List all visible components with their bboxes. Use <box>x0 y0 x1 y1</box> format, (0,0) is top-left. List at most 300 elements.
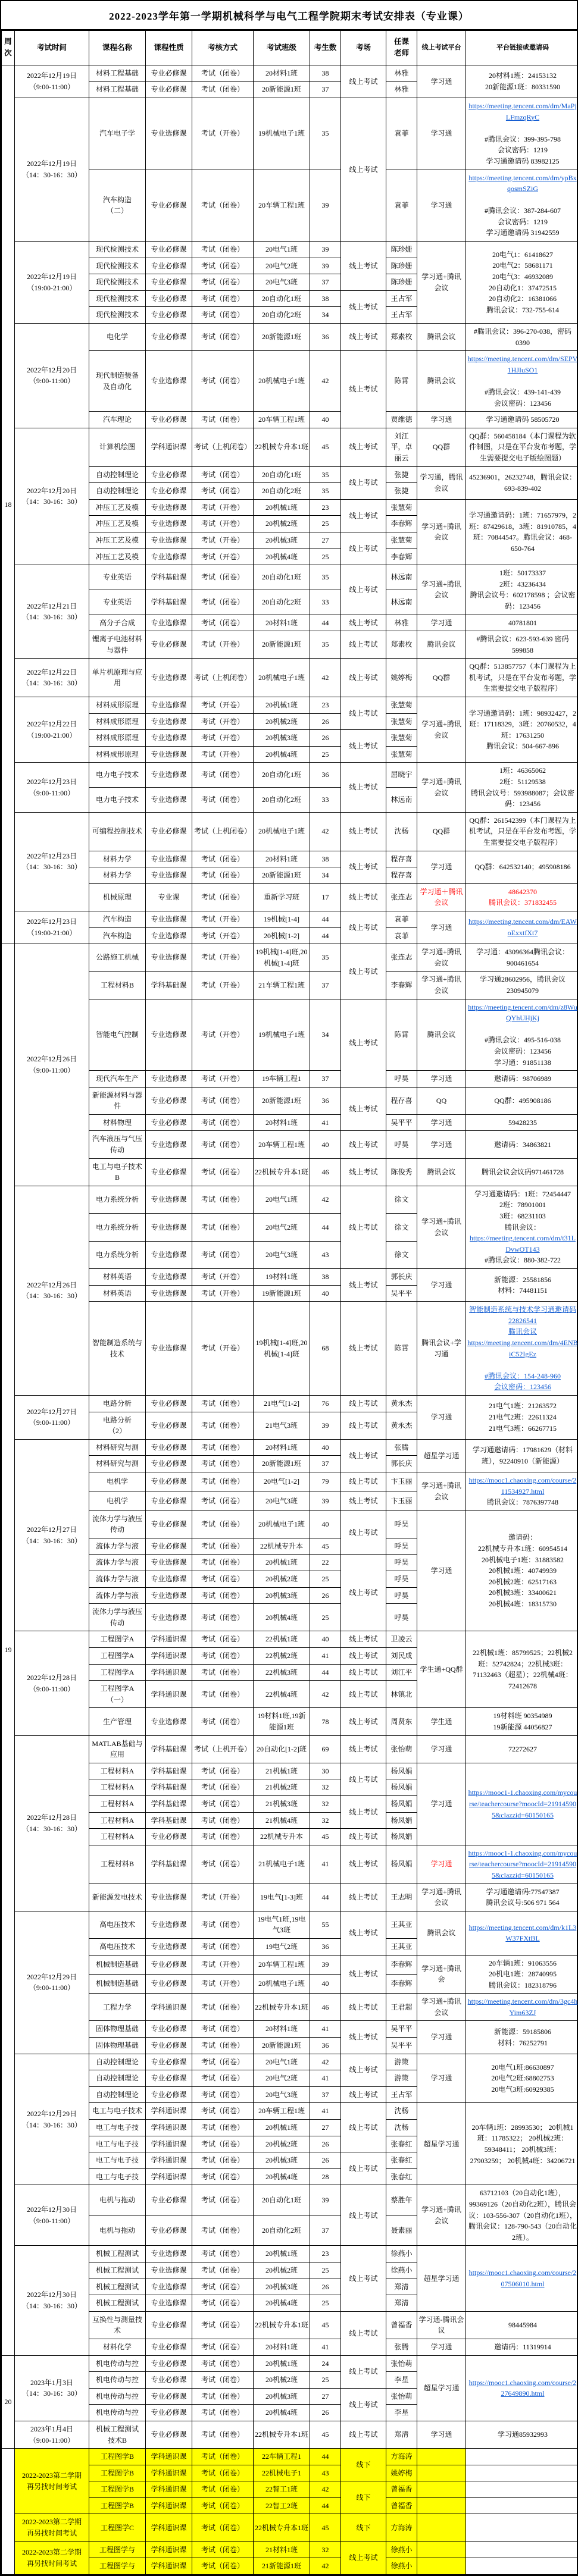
cell-exam-class: 20电气3班 <box>254 2086 310 2103</box>
cell-exam-room: 线上考试 <box>341 1631 386 1648</box>
cell-course-name: 流体力学与液压传动 <box>89 1604 146 1631</box>
cell-teacher: 张慧菊 <box>386 499 417 516</box>
cell-exam-method: 考试（闭卷） <box>192 1087 254 1114</box>
cell-exam-class: 20自动化2班 <box>254 590 310 615</box>
cell-teacher: 陈俊秀 <box>386 1158 417 1186</box>
cell-platform <box>417 2481 466 2498</box>
cell-course-type: 学科通识课 <box>146 2541 192 2558</box>
link-url[interactable]: https://meeting.tencent.com/dm/MaPjLFmzqRyC <box>468 102 576 121</box>
cell-course-type: 专业选修课 <box>146 2279 192 2295</box>
cell-exam-method: 考试（闭卷） <box>192 1664 254 1681</box>
cell-platform: 学习通+腾讯会议 <box>417 972 466 999</box>
cell-exam-method: 考试（闭卷） <box>192 1681 254 1708</box>
link-url[interactable]: https://meeting.tencent.com/dm/4ENBiC52IgEz <box>467 1339 577 1358</box>
cell-teacher: 郭长庆 <box>386 1456 417 1472</box>
cell-course-type: 专业选修课 <box>146 1555 192 1571</box>
cell-teacher: 吴平平 <box>386 2038 417 2054</box>
cell-exam-method: 考试（闭卷） <box>192 2021 254 2038</box>
cell-exam-class: 20机械电子1班 <box>254 1510 310 1538</box>
cell-teacher: 贾维德 <box>386 412 417 428</box>
cell-exam-method: 考试（闭卷） <box>192 1631 254 1648</box>
cell-exam-method: 考试（闭卷） <box>192 1538 254 1555</box>
cell-exam-method: 考试（开卷） <box>192 532 254 549</box>
cell-exam-class: 20机械3班 <box>254 2388 310 2405</box>
cell-course-type: 专业必修课 <box>146 1955 192 1974</box>
cell-exam-class: 20机械1班 <box>254 499 310 516</box>
cell-student-count: 36 <box>310 763 341 788</box>
cell-student-count: 33 <box>310 590 341 615</box>
cell-platform-link: 19材料班 90354989 19新能源 44056827 <box>466 1708 578 1735</box>
cell-platform-link: 20材料1班：24153132 20新能源1班：80331590 <box>466 65 578 98</box>
cell-exam-time: 2022年12月28日 （14：30-16：30） <box>15 1735 89 1911</box>
cell-course-type: 专业选修课 <box>146 1241 192 1268</box>
cell-exam-method: 考试（闭卷） <box>192 2497 254 2514</box>
cell-platform <box>417 2514 466 2541</box>
cell-teacher: 袁菲 <box>386 98 417 170</box>
cell-course-name: 现代检测技术 <box>89 274 146 291</box>
cell-course-type: 专业选修课 <box>146 615 192 631</box>
cell-course-type: 专业必修课 <box>146 258 192 274</box>
cell-teacher: 陈霄 <box>386 1302 417 1396</box>
cell-course-type: 专业必修课 <box>146 631 192 659</box>
cell-exam-class: 20新能源1班 <box>254 631 310 659</box>
cell-platform-link <box>466 2541 578 2558</box>
table-row <box>2 65 578 82</box>
cell-course-name: 新能源材料与器件 <box>89 1087 146 1114</box>
cell-exam-method: 考试（闭卷） <box>192 483 254 500</box>
cell-course-name: 汽车构造 （二） <box>89 170 146 242</box>
cell-exam-method: 考试（闭卷） <box>192 1829 254 1845</box>
cell-teacher: 周贤东 <box>386 1708 417 1735</box>
cell-teacher: 张捷 <box>386 466 417 483</box>
cell-teacher: 张慧菊 <box>386 697 417 714</box>
cell-course-type: 专业必修课 <box>146 2021 192 2038</box>
cell-student-count: 37 <box>310 1456 341 1472</box>
cell-platform: 腾讯会议 <box>417 1158 466 1186</box>
cell-course-name: 材料英语 <box>89 1285 146 1302</box>
table-row <box>2 697 578 714</box>
cell-teacher: 李春辉 <box>386 972 417 999</box>
cell-student-count: 41 <box>310 1845 341 1884</box>
cell-student-count: 25 <box>310 2262 341 2279</box>
cell-exam-method: 考试（闭卷） <box>192 2279 254 2295</box>
cell-course-name: 现代制造装备 及自动化 <box>89 351 146 412</box>
cell-platform-link: 学习通邀请码：17981629（材料班），92240910（新能源） <box>466 1439 578 1472</box>
cell-platform-link: 学习通邀请码：1班：98932427，2班：17118329，3班：20760532，4班：17631250 腾讯会议：504-667-896 <box>466 697 578 763</box>
table-row <box>2 2246 578 2262</box>
cell-course-name: 电机与拖动 <box>89 2185 146 2215</box>
cell-course-name: 汽车构造 <box>89 911 146 927</box>
cell-course-name: 材料研究与测 <box>89 1439 146 1456</box>
cell-exam-room: 线上考试 <box>341 242 386 291</box>
cell-platform: 学习通 <box>417 2021 466 2054</box>
cell-student-count: 23 <box>310 499 341 516</box>
cell-student-count: 36 <box>310 324 341 351</box>
cell-exam-method: 考试（闭卷） <box>192 242 254 258</box>
cell-platform: 学习通 <box>417 1071 466 1088</box>
cell-student-count: 34 <box>310 307 341 324</box>
cell-exam-time: 2022年12月27日 （14：30-16：30） <box>15 1439 89 1631</box>
cell-exam-class: 19机械[1-4]班,20机械[1-4]班 <box>254 1302 310 1396</box>
cell-course-type: 专业必修课 <box>146 65 192 82</box>
cell-platform-link <box>466 1845 578 1884</box>
cell-exam-method: 考试（闭卷） <box>192 2054 254 2070</box>
cell-exam-room: 线上考试 <box>341 697 386 730</box>
cell-student-count: 39 <box>310 242 341 258</box>
cell-platform <box>417 2558 466 2575</box>
cell-course-name: 流体力学与液 <box>89 1571 146 1588</box>
cell-course-name: 机械工程测试 <box>89 2295 146 2312</box>
cell-student-count: 26 <box>310 2279 341 2295</box>
cell-course-name: 工程图学B <box>89 2465 146 2481</box>
cell-exam-class: 20新能源1班 <box>254 2038 310 2054</box>
cell-course-type: 学科基础课 <box>146 565 192 590</box>
cell-exam-class: 19机械[1-4] <box>254 911 310 927</box>
table-row <box>2 763 578 788</box>
cell-course-name: 工程材料A <box>89 1829 146 1845</box>
cell-course-name: 工程材料B <box>89 972 146 999</box>
cell-exam-class: 20自动化2班 <box>254 788 310 813</box>
cell-exam-room: 线上考试 <box>341 1911 386 1955</box>
cell-student-count: 45 <box>310 2421 341 2448</box>
cell-exam-class: 20电气[1-2] <box>254 1472 310 1491</box>
cell-exam-method: 考试（闭卷） <box>192 466 254 483</box>
cell-course-type: 专业选修课 <box>146 730 192 747</box>
cell-exam-room: 线上考试 <box>341 98 386 241</box>
cell-student-count: 41 <box>310 2070 341 2087</box>
cell-platform: 学习通+腾讯会议 <box>417 1994 466 2021</box>
cell-exam-room: 线上考试 <box>341 324 386 351</box>
cell-student-count: 25 <box>310 746 341 763</box>
cell-exam-class: 20机械2班 <box>254 2262 310 2279</box>
cell-teacher: 李春辉 <box>386 516 417 532</box>
cell-exam-method: 考试（上机开卷） <box>192 1735 254 1763</box>
cell-exam-time: 2022年12月19日 （14：30-16：30） <box>15 98 89 241</box>
cell-exam-method: 考试（闭卷） <box>192 565 254 590</box>
cell-exam-class: 20机械电子1班 <box>254 1974 310 1993</box>
cell-exam-room: 线下 <box>341 2449 386 2481</box>
cell-student-count: 42 <box>310 2558 341 2575</box>
cell-exam-room: 线上考试 <box>341 2541 386 2574</box>
cell-course-type: 专业必修课 <box>146 2311 192 2339</box>
link-url[interactable]: https://meeting.tencent.com/dm/ypBxqosmSZiG <box>468 174 576 193</box>
cell-platform <box>417 2465 466 2481</box>
cell-course-type: 学科通识课 <box>146 1681 192 1708</box>
col-header-course-name: 课程名称 <box>89 31 146 65</box>
cell-platform-link <box>466 2246 578 2311</box>
cell-course-type: 学科基础课 <box>146 1779 192 1796</box>
cell-exam-room: 线上考试 <box>341 1994 386 2021</box>
cell-week: 20 <box>2 2355 15 2449</box>
table-body <box>2 65 578 2574</box>
cell-student-count: 27 <box>310 532 341 549</box>
cell-exam-method: 考试（闭卷） <box>192 1812 254 1829</box>
cell-course-type: 专业必修课 <box>146 2086 192 2103</box>
table-row <box>2 1186 578 1213</box>
cell-exam-class: 20车辆工程1班 <box>254 412 310 428</box>
cell-teacher: 张捷 <box>386 483 417 500</box>
cell-teacher: 程存喜 <box>386 867 417 884</box>
cell-course-name: 机电传动与控 <box>89 2372 146 2389</box>
cell-teacher: 张慧菊 <box>386 713 417 730</box>
cell-exam-class: 20机械3班 <box>254 1587 310 1604</box>
cell-exam-time: 2022年12月22日 （14：30-16：30） <box>15 659 89 697</box>
cell-exam-method: 考试（闭卷） <box>192 1472 254 1491</box>
cell-platform: 学习通＋腾讯会议 <box>417 883 466 911</box>
cell-student-count: 44 <box>310 1884 341 1911</box>
cell-course-type: 专业选修课 <box>146 351 192 412</box>
link-url[interactable]: https://mooc1-1.chaoxing.com/mycourse/teachercourse?moocId=219145905&clazzid=60150165 <box>468 1849 577 1879</box>
table-row <box>2 911 578 927</box>
col-header-exam-time: 考试时间 <box>15 31 89 65</box>
cell-course-type: 专业选修课 <box>146 1911 192 1938</box>
cell-exam-room: 线上考试 <box>341 1302 386 1396</box>
cell-course-type: 专业选修课 <box>146 1186 192 1213</box>
cell-exam-method: 考试（闭卷） <box>192 2152 254 2169</box>
cell-teacher: 吴平平 <box>386 1285 417 1302</box>
cell-platform: 学习通 <box>417 1510 466 1631</box>
cell-teacher: 张连志 <box>386 944 417 972</box>
cell-platform-link: 邀请码：34863821 <box>466 1131 578 1158</box>
cell-exam-class: 20机械4班 <box>254 746 310 763</box>
cell-exam-room: 线上考试 <box>341 1829 386 1845</box>
cell-course-type: 学科通识课 <box>146 2465 192 2481</box>
cell-exam-method: 考试（闭卷） <box>192 2558 254 2575</box>
cell-course-type: 专业选修课 <box>146 659 192 697</box>
cell-exam-method: 考试（闭卷） <box>192 2185 254 2215</box>
cell-course-type: 专业必修课 <box>146 2388 192 2405</box>
cell-exam-method: 考试（上机闭卷） <box>192 428 254 466</box>
cell-exam-method: 考试（闭卷） <box>192 2120 254 2136</box>
table-row <box>2 659 578 697</box>
cell-exam-class: 20电气1班 <box>254 2054 310 2070</box>
cell-student-count: 44 <box>310 1214 341 1241</box>
cell-teacher: 林雅 <box>386 82 417 98</box>
cell-course-name: 自动控制理论 <box>89 2070 146 2087</box>
cell-platform-link <box>466 2481 578 2498</box>
cell-platform-link: 40781801 <box>466 615 578 631</box>
cell-exam-room: 线上考试 <box>341 1131 386 1158</box>
link-url[interactable]: https://meeting.tencent.com/dm/EAWoExxtfXt7 <box>468 917 577 937</box>
cell-platform: 学习通+腾讯会议 <box>417 565 466 615</box>
cell-platform-link <box>466 1763 578 1845</box>
cell-exam-class: 22车辆工程1 <box>254 2449 310 2465</box>
cell-platform-link: 学习通邀请码 58505720 <box>466 412 578 428</box>
cell-exam-method: 考试（闭卷） <box>192 2355 254 2372</box>
cell-teacher: 李星 <box>386 2405 417 2421</box>
cell-exam-method: 考试（闭卷） <box>192 1708 254 1735</box>
cell-student-count: 45 <box>310 1829 341 1845</box>
cell-exam-method: 考试（开卷） <box>192 1269 254 1286</box>
cell-exam-room: 线上考试 <box>341 1681 386 1708</box>
cell-exam-class: 19机械电子1班 <box>254 98 310 170</box>
table-row <box>2 944 578 972</box>
cell-teacher: 陈霄 <box>386 351 417 412</box>
cell-course-name: 材料英语 <box>89 1269 146 1286</box>
cell-teacher: 郑清 <box>386 2295 417 2312</box>
link-url[interactable]: https://mooc1.chaoxing.com/course/227649890.html <box>469 2378 577 2398</box>
cell-student-count: 39 <box>310 1491 341 1510</box>
link-url[interactable]: https://meeting.tencent.com/dm/SEPV1HJIuSO1 <box>468 355 578 374</box>
cell-platform-link: https://meeting.tencent.com/dm/z8WuQYhUHjKj #腾讯会议：495-516-038 会议密码：123456 学习通：91851138 <box>466 999 578 1071</box>
cell-course-type: 专业必修课 <box>146 483 192 500</box>
cell-exam-method: 考试（闭卷） <box>192 1604 254 1631</box>
cell-student-count: 39 <box>310 258 341 274</box>
cell-student-count: 25 <box>310 2372 341 2389</box>
cell-exam-room: 线上考试 <box>341 2388 386 2421</box>
table-row <box>2 1395 578 1412</box>
cell-platform-link <box>466 911 578 944</box>
cell-teacher: 徐燕小 <box>386 2262 417 2279</box>
cell-course-type: 学科通识课 <box>146 1631 192 1648</box>
link-url[interactable]: https://meeting.tencent.com/dm/k1L3W37FXtBL <box>469 1923 577 1943</box>
cell-platform-link: https://meeting.tencent.com/dm/ypBxqosmSZiG #腾讯会议：387-284-607 会议密码：1219 学习通邀请码 31942559 <box>466 170 578 242</box>
cell-exam-method: 考试（开卷） <box>192 713 254 730</box>
cell-student-count: 25 <box>310 516 341 532</box>
cell-student-count: 45 <box>310 428 341 466</box>
col-header-platform: 线上考试平台 <box>417 31 466 65</box>
cell-teacher: 张腾 <box>386 1439 417 1456</box>
cell-student-count: 35 <box>310 483 341 500</box>
cell-exam-room: 线上考试 <box>341 1735 386 1763</box>
link-url[interactable]: https://mooc1-1.chaoxing.com/mycourse/teachercourse?moocId=219145905&clazzid=60150165 <box>468 1788 577 1819</box>
cell-exam-class: 20材料1班 <box>254 2021 310 2038</box>
cell-exam-room: 线上考试 <box>341 1439 386 1472</box>
cell-teacher: 袁菲 <box>386 911 417 927</box>
cell-course-name: 流体力学与液 <box>89 1538 146 1555</box>
cell-platform: QQ群 <box>417 428 466 466</box>
cell-exam-method: 考试（闭卷） <box>192 1994 254 2021</box>
cell-course-type: 专业选修课 <box>146 788 192 813</box>
cell-exam-room: 线上考试 <box>341 1795 386 1828</box>
cell-exam-method: 考试（闭卷） <box>192 1938 254 1955</box>
cell-exam-method: 考试（开卷） <box>192 730 254 747</box>
cell-exam-class: 20自动化[1-2]班 <box>254 1735 310 1763</box>
cell-exam-room: 线上考试 <box>341 565 386 615</box>
cell-teacher: 王占军 <box>386 307 417 324</box>
cell-exam-class: 20新能源1班 <box>254 1456 310 1472</box>
cell-course-type: 专业必修课 <box>146 2215 192 2246</box>
cell-platform: 学习通 <box>417 2421 466 2448</box>
cell-teacher: 游策 <box>386 2070 417 2087</box>
cell-platform-link <box>466 2355 578 2421</box>
cell-teacher: 张春红 <box>386 2152 417 2169</box>
cell-teacher: 曾福香 <box>386 2497 417 2514</box>
cell-exam-method: 考试（闭卷） <box>192 2481 254 2498</box>
cell-course-type: 学科通识课 <box>146 2120 192 2136</box>
cell-exam-class: 20机械[1-2] <box>254 927 310 944</box>
cell-exam-time: 2023年1月4日 （9:00-11:00） <box>15 2421 89 2448</box>
cell-course-name: 现代检测技术 <box>89 290 146 307</box>
cell-course-type: 专业选修课 <box>146 2262 192 2279</box>
cell-platform: QQ群 <box>417 812 466 851</box>
cell-exam-room: 线上考试 <box>341 1395 386 1412</box>
cell-exam-time: 2022年12月19日 （19:00-21:00） <box>15 242 89 324</box>
cell-exam-method: 考试（闭卷） <box>192 1439 254 1456</box>
cell-exam-method: 考试（开卷） <box>192 1071 254 1088</box>
link-url[interactable]: https://meeting.tencent.com/dm/t31LDvwOT143 <box>470 1234 576 1253</box>
cell-platform: 腾讯会议 <box>417 999 466 1071</box>
cell-exam-method: 考试（闭卷） <box>192 1456 254 1472</box>
cell-exam-method: 考试（开卷） <box>192 631 254 659</box>
cell-course-type: 专业选修课 <box>146 549 192 565</box>
cell-exam-room: 线上考试 <box>341 2152 386 2185</box>
cell-platform-link: 学习通：43096364腾讯会议：900461654 <box>466 944 578 972</box>
cell-teacher: 杨凤娟 <box>386 1779 417 1796</box>
cell-exam-method: 考试（开卷） <box>192 549 254 565</box>
cell-exam-time: 2022-2023第二学期 再另找时间考试 <box>15 2514 89 2541</box>
cell-platform-link: 学习通28602956，腾讯会议230945079 <box>466 972 578 999</box>
cell-student-count: 41 <box>310 2339 341 2355</box>
link-url[interactable]: https://mooc1.chaoxing.com/course/211534927.html <box>469 1476 577 1496</box>
table-row <box>2 1735 578 1763</box>
cell-exam-method: 考试（闭卷） <box>192 2372 254 2389</box>
cell-exam-class: 20新能源1班 <box>254 1087 310 1114</box>
cell-student-count: 36 <box>310 1938 341 1955</box>
cell-course-type: 专业选修课 <box>146 98 192 170</box>
cell-course-name: 可编程控制技术 <box>89 812 146 851</box>
cell-course-name: 电路分析 <box>89 1395 146 1412</box>
cell-course-type: 专业选修课 <box>146 763 192 788</box>
cell-platform-link: 59428235 <box>466 1114 578 1131</box>
cell-student-count: 37 <box>310 82 341 98</box>
cell-exam-room: 线上考试 <box>341 763 386 812</box>
cell-exam-room: 线上考试 <box>341 631 386 659</box>
cell-course-name: 电力电子技术 <box>89 763 146 788</box>
cell-platform-link: 新能源：59185806 材料：76252791 <box>466 2021 578 2054</box>
cell-exam-class: 20车辆工程1班 <box>254 1131 310 1158</box>
cell-course-type: 专业必修课 <box>146 1538 192 1555</box>
link-url[interactable]: https://meeting.tencent.com/dm/3gc4hYim63ZJ <box>468 1997 578 2017</box>
cell-course-name: 材料成形原理 <box>89 697 146 714</box>
cell-exam-method: 考试（闭卷） <box>192 2541 254 2558</box>
cell-course-name: 现代检测技术 <box>89 242 146 258</box>
cell-student-count: 42 <box>310 812 341 851</box>
cell-student-count: 41 <box>310 1648 341 1665</box>
cell-course-type: 专业必修课 <box>146 1491 192 1510</box>
cell-exam-class: 20车辆工程1班 <box>254 1955 310 1974</box>
cell-exam-class: 20机械3班 <box>254 730 310 747</box>
cell-student-count: 26 <box>310 2152 341 2169</box>
cell-course-name: 材料成形原理 <box>89 713 146 730</box>
cell-teacher: 徐文 <box>386 1241 417 1268</box>
link-url[interactable]: https://meeting.tencent.com/dm/z8WuQYhUHjKj <box>468 1003 577 1023</box>
cell-course-name: 冲压工艺及模 <box>89 516 146 532</box>
cell-exam-method: 考试（闭卷） <box>192 2262 254 2279</box>
cell-exam-time: 2023年1月3日 （14：30-16：30） <box>15 2355 89 2421</box>
cell-exam-method: 考试（开卷） <box>192 1955 254 1974</box>
cell-exam-method: 考试（开卷） <box>192 999 254 1071</box>
cell-student-count: 30 <box>310 1763 341 1779</box>
cell-student-count: 28 <box>310 2168 341 2185</box>
cell-exam-method: 考试（闭卷） <box>192 2388 254 2405</box>
cell-exam-room: 线上考试 <box>341 2021 386 2054</box>
cell-student-count: 17 <box>310 883 341 911</box>
cell-exam-method: 考试（开卷） <box>192 972 254 999</box>
cell-teacher: 林雅 <box>386 615 417 631</box>
cell-exam-class: 20机械2班 <box>254 713 310 730</box>
cell-teacher: 徐燕小 <box>386 2558 417 2575</box>
cell-exam-class: 20机械4班 <box>254 1604 310 1631</box>
cell-student-count: 37 <box>310 1071 341 1088</box>
cell-course-type: 专业必修课 <box>146 2038 192 2054</box>
cell-course-type: 专业选修课 <box>146 516 192 532</box>
cell-exam-method: 考试（闭卷） <box>192 788 254 813</box>
cell-exam-room: 线上考试 <box>341 851 386 883</box>
cell-exam-class: 20机械3班 <box>254 532 310 549</box>
cell-exam-class: 20机械1班 <box>254 2120 310 2136</box>
link-url[interactable]: https://mooc1.chaoxing.com/course/207506010.html <box>469 2268 577 2288</box>
